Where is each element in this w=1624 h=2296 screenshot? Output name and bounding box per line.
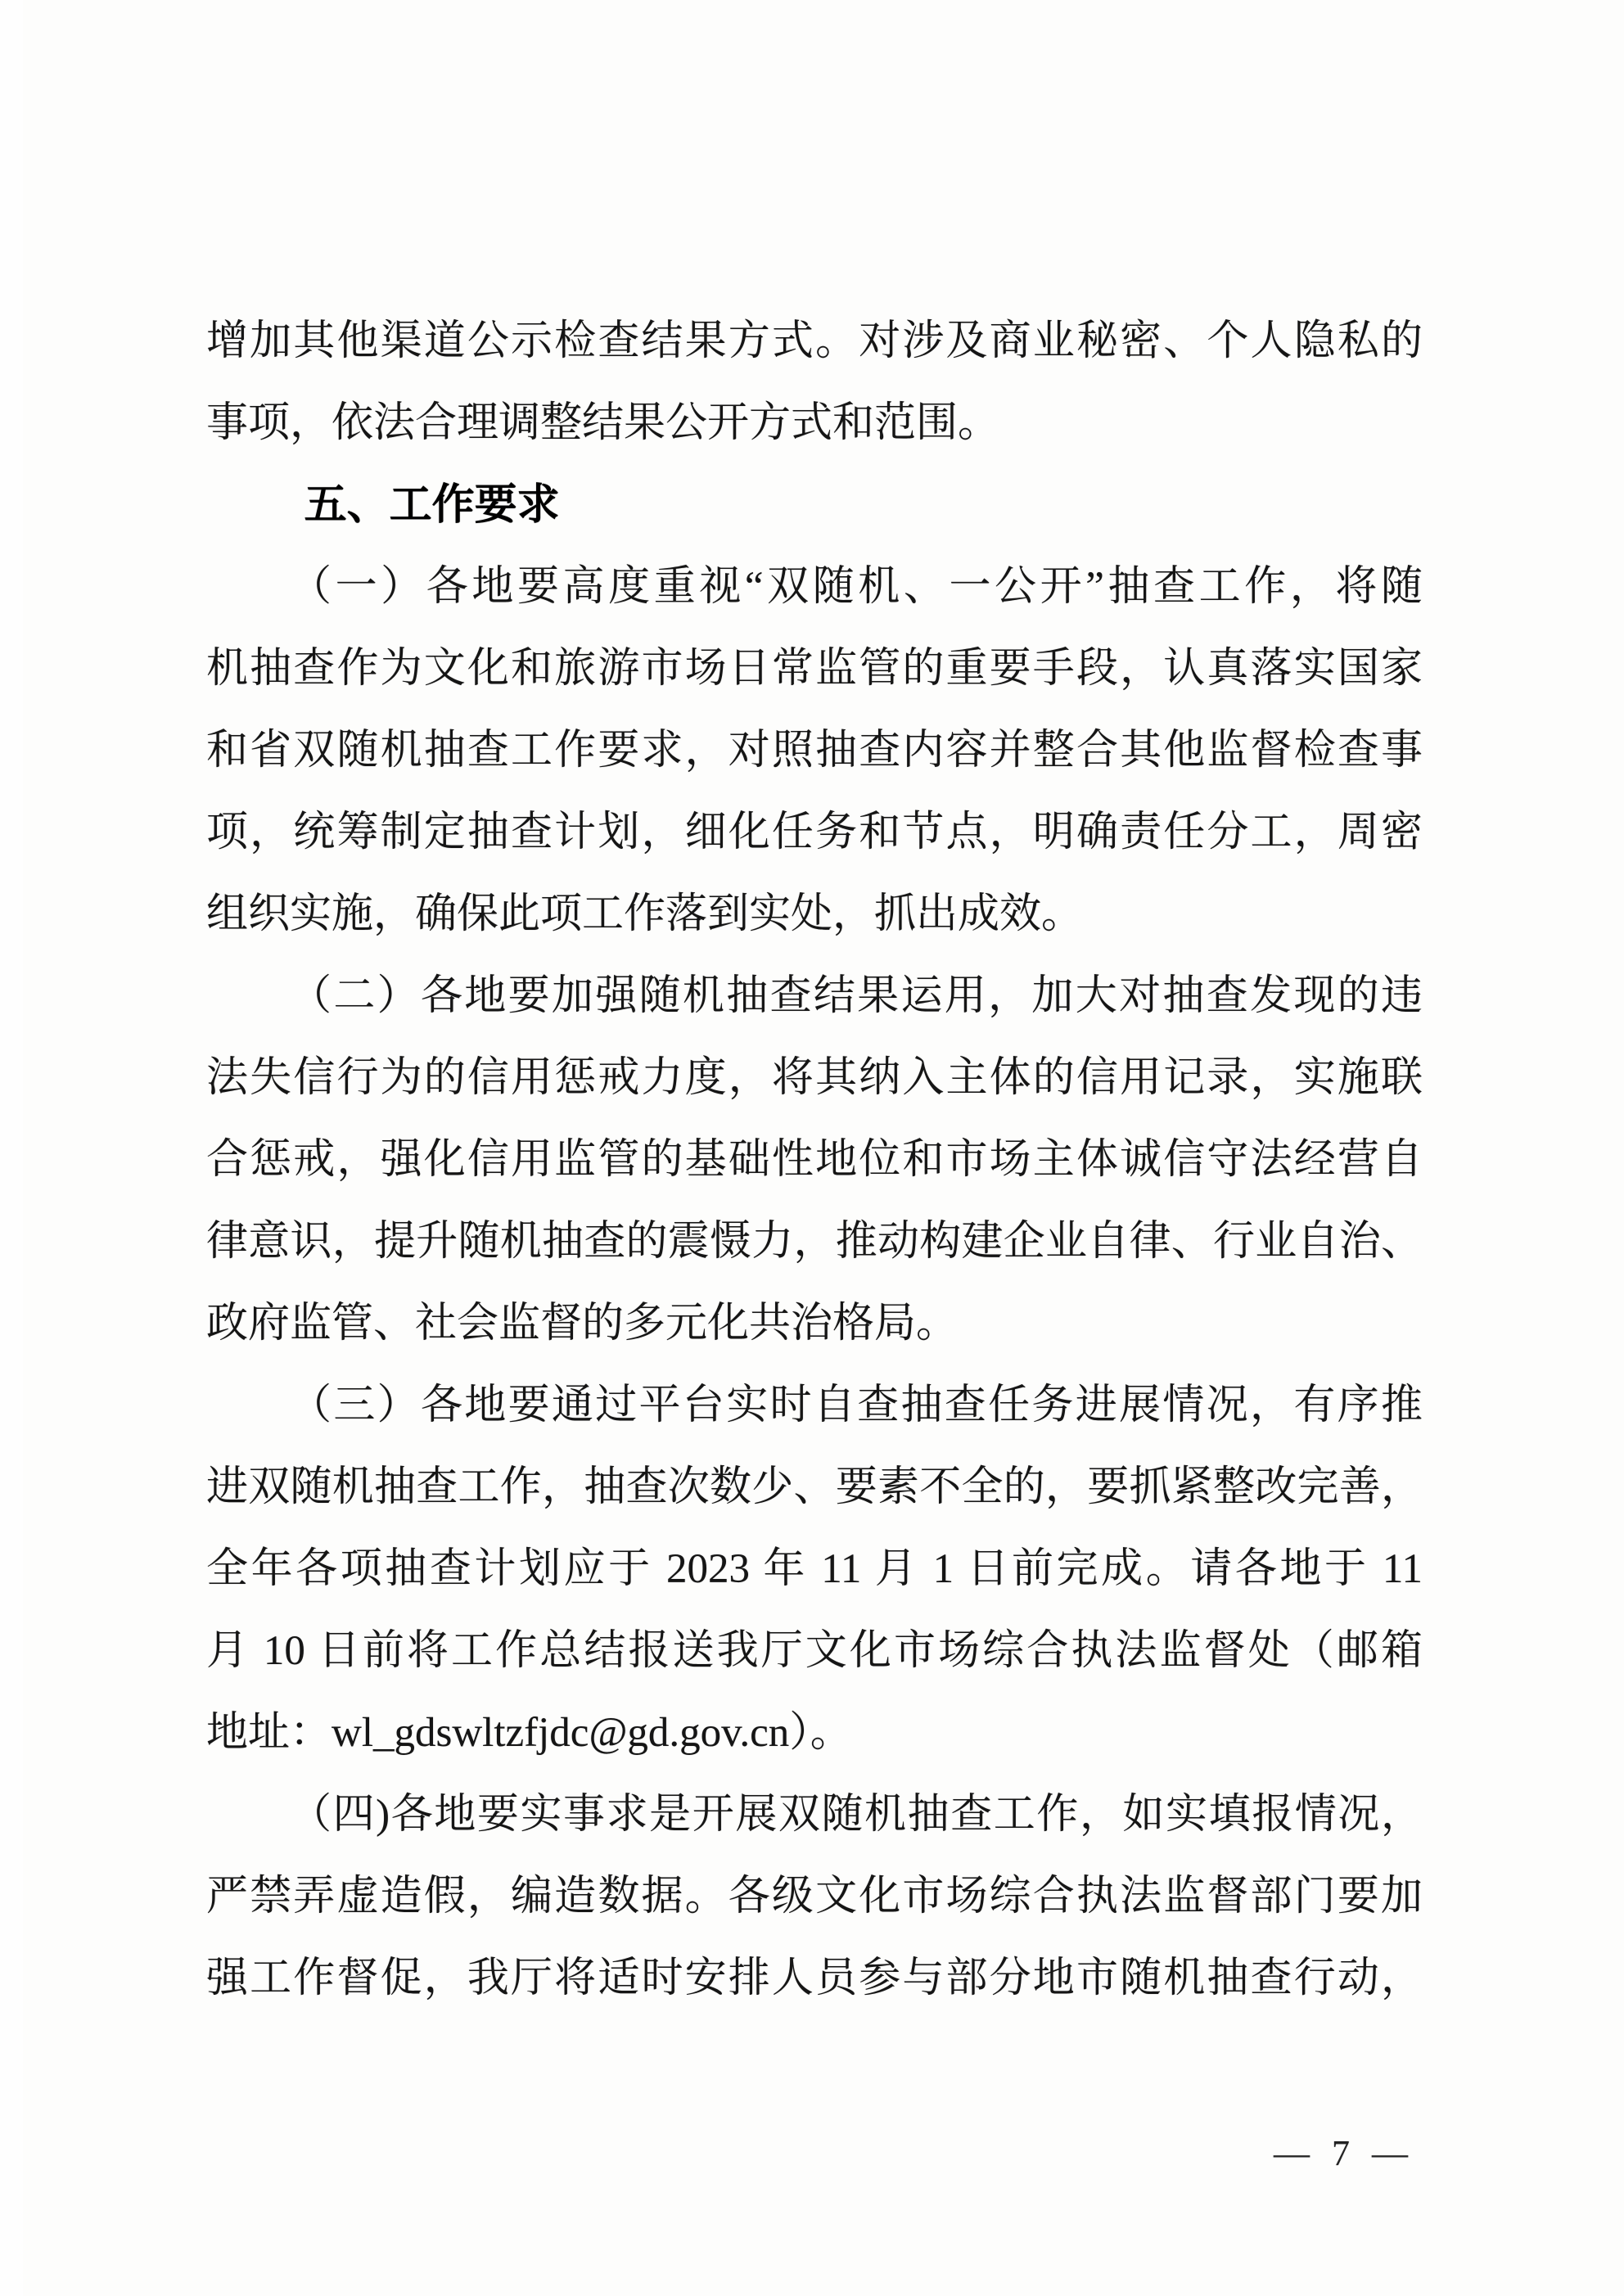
text-line: 月 10 日前将工作总结报送我厅文化市场综合执法监督处（邮箱 [206, 1628, 1423, 1674]
text-line: 严禁弄虚造假，编造数据。各级文化市场综合执法监督部门要加 [206, 1874, 1423, 1919]
text-line: 项，统筹制定抽查计划，细化任务和节点，明确责任分工，周密 [206, 810, 1423, 855]
text-line: 增加其他渠道公示检查结果方式。对涉及商业秘密、个人隐私的 [206, 318, 1423, 364]
text-line: 合惩戒，强化信用监管的基础性地位和市场主体诚信守法经营自 [206, 1137, 1423, 1183]
text-line: 事项，依法合理调整结果公开方式和范围。 [206, 400, 1000, 446]
text-line: 强工作督促，我厅将适时安排人员参与部分地市随机抽查行动， [206, 1955, 1423, 2001]
page-number: — 7 — [1274, 2133, 1414, 2173]
document-body [206, 300, 1423, 2019]
text-line: 组织实施，确保此项工作落到实处，抓出成效。 [206, 891, 1084, 937]
text-line: （四)各地要实事求是开展双随机抽查工作，如实填报情况， [290, 1792, 1423, 1838]
text-line: 全年各项抽查计划应于 2023 年 11 月 1 日前完成。请各地于 11 [206, 1546, 1423, 1592]
text-line: 机抽查作为文化和旅游市场日常监管的重要手段，认真落实国家 [206, 646, 1423, 692]
text-line: 和省双随机抽查工作要求，对照抽查内容并整合其他监督检查事 [206, 728, 1423, 774]
text-line: 法失信行为的信用惩戒力度，将其纳入主体的信用记录，实施联 [206, 1055, 1423, 1101]
text-line: 律意识，提升随机抽查的震慑力，推动构建企业自律、行业自治、 [206, 1219, 1423, 1265]
text-line: 地址：wl_gdswltzfjdc@gd.gov.cn）。 [206, 1710, 852, 1756]
text-line: 进双随机抽查工作，抽查次数少、要素不全的，要抓紧整改完善， [206, 1464, 1423, 1510]
text-line: （一）各地要高度重视“双随机、一公开”抽查工作，将随 [290, 564, 1423, 610]
text-line: （三）各地要通过平台实时自查抽查任务进展情况，有序推 [290, 1383, 1423, 1428]
text-line: 政府监管、社会监督的多元化共治格局。 [206, 1301, 959, 1346]
text-line: （二）各地要加强随机抽查结果运用，加大对抽查发现的违 [290, 973, 1423, 1019]
section-heading: 五、工作要求 [304, 481, 560, 529]
